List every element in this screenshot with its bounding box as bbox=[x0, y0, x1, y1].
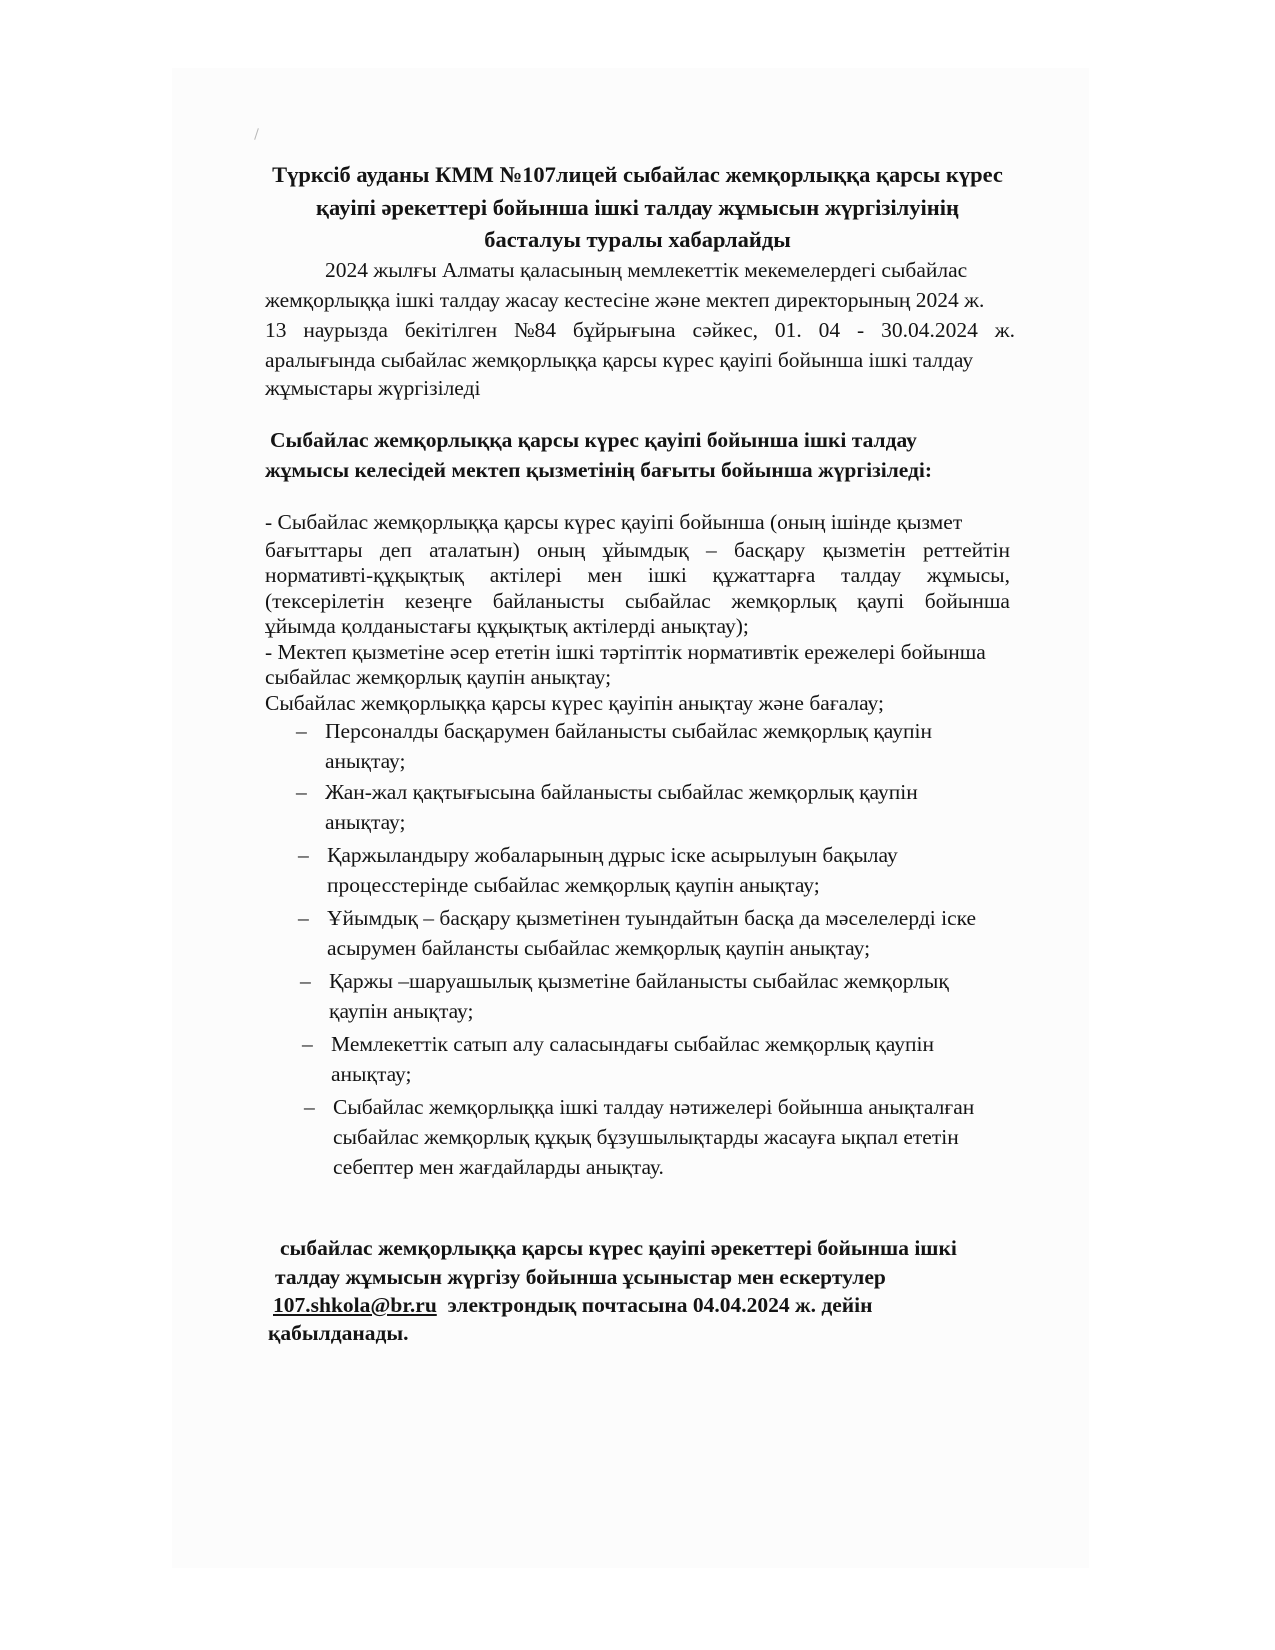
section-heading-line-1: Сыбайлас жемқорлыққа қарсы күрес қауіпі бойынша ішкі талдау bbox=[270, 428, 917, 452]
paragraph1-line-1: - Сыбайлас жемқорлыққа қарсы күрес қауіпі бойынша (оның ішінде қызмет bbox=[265, 510, 963, 534]
intro-line-5: жұмыстары жүргізіледі bbox=[265, 376, 481, 400]
list-dash: – bbox=[296, 719, 307, 743]
paragraph2-line-2: сыбайлас жемқорлық қаупін анықтау; bbox=[265, 665, 612, 689]
list-dash: – bbox=[296, 780, 307, 804]
list-dash: – bbox=[304, 1095, 315, 1119]
intro-line-3: 13 наурызда бекітілген №84 бұйрығына сәйкес, 01. 04 - 30.04.2024 ж. bbox=[265, 318, 1015, 342]
list-dash: – bbox=[302, 1032, 313, 1056]
list-item-3-line-1: Қаржыландыру жобаларының дұрыс іске асырылуын бақылау bbox=[327, 843, 898, 867]
intro-line-4: аралығында сыбайлас жемқорлыққа қарсы күрес қауіпі бойынша ішкі талдау bbox=[265, 348, 974, 372]
paragraph1-line-2: бағыттары деп аталатын) оның ұйымдық – басқару қызметін реттейтін bbox=[265, 538, 1010, 562]
list-item-3-line-2: процесстерінде сыбайлас жемқорлық қаупін анықтау; bbox=[327, 873, 820, 897]
list-item-7-line-3: себептер мен жағдайларды анықтау. bbox=[333, 1155, 664, 1179]
closing-line-2: талдау жұмысын жүргізу бойынша ұсыныстар мен ескертулер bbox=[275, 1265, 886, 1289]
email-link[interactable]: 107.shkola@br.ru bbox=[273, 1293, 437, 1317]
list-item-5-line-2: қаупін анықтау; bbox=[329, 999, 474, 1023]
paragraph3: Сыбайлас жемқорлыққа қарсы күрес қауіпін анықтау және бағалау; bbox=[265, 691, 884, 715]
closing-line-4: қабылданады. bbox=[268, 1321, 409, 1345]
list-item-6-line-1: Мемлекеттік сатып алу саласындағы сыбайлас жемқорлық қаупін bbox=[331, 1032, 934, 1056]
closing-line-3-rest: электрондық почтасына 04.04.2024 ж. дейін bbox=[447, 1293, 873, 1317]
paragraph2-line-1: - Мектеп қызметіне әсер ететін ішкі тәртіптік нормативтік ережелері бойынша bbox=[265, 640, 986, 664]
heading-line-1: Түрксіб ауданы КММ №107лицей сыбайлас жемқорлыққа қарсы күрес bbox=[272, 162, 1003, 187]
heading-line-3: басталуы туралы хабарлайды bbox=[484, 227, 791, 252]
closing-line-1: сыбайлас жемқорлыққа қарсы күрес қауіпі әрекеттері бойынша ішкі bbox=[280, 1236, 957, 1260]
paragraph1-line-4: (тексерілетін кезеңге байланысты сыбайлас жемқорлық қаупі бойынша bbox=[265, 589, 1010, 613]
list-item-5-line-1: Қаржы –шаруашылық қызметіне байланысты сыбайлас жемқорлық bbox=[329, 969, 949, 993]
list-item-4-line-1: Ұйымдық – басқару қызметінен туындайтын басқа да мәселелерді іске bbox=[327, 906, 977, 930]
list-item-2-line-1: Жан-жал қақтығысына байланысты сыбайлас жемқорлық қаупін bbox=[325, 780, 918, 804]
list-item-4-line-2: асырумен байлансты сыбайлас жемқорлық қаупін анықтау; bbox=[327, 936, 871, 960]
list-item-6-line-2: анықтау; bbox=[331, 1062, 412, 1086]
intro-line-2: жемқорлыққа ішкі талдау жасау кестесіне және мектеп директорының 2024 ж. bbox=[265, 288, 985, 312]
closing-line-3 bbox=[273, 1290, 873, 1320]
list-item-1-line-1: Персоналды басқарумен байланысты сыбайлас жемқорлық қаупін bbox=[325, 719, 932, 743]
list-dash: – bbox=[298, 906, 309, 930]
list-item-1-line-2: анықтау; bbox=[325, 749, 406, 773]
list-dash: – bbox=[300, 969, 311, 993]
intro-line-1: 2024 жылғы Алматы қаласының мемлекеттік мекемелердегі сыбайлас bbox=[325, 258, 968, 282]
list-item-7-line-2: сыбайлас жемқорлық құқық бұзушылықтарды жасауға ықпал ететін bbox=[333, 1125, 959, 1149]
heading-line-2: қауіпі әрекеттері бойынша ішкі талдау жұмысын жүргізілуінің bbox=[316, 195, 959, 220]
list-item-7-line-1: Сыбайлас жемқорлыққа ішкі талдау нәтижелері бойынша анықталған bbox=[333, 1095, 975, 1119]
paragraph1-line-5: ұйымда қолданыстағы құқықтық актілерді анықтау); bbox=[265, 614, 749, 638]
paragraph1-line-3: нормативті-құқықтық актілері мен ішкі құжаттарға талдау жұмысы, bbox=[265, 563, 1010, 587]
list-dash: – bbox=[298, 843, 309, 867]
section-heading-line-2: жұмысы келесідей мектеп қызметінің бағыты бойынша жүргізіледі: bbox=[265, 458, 933, 482]
list-item-2-line-2: анықтау; bbox=[325, 810, 406, 834]
